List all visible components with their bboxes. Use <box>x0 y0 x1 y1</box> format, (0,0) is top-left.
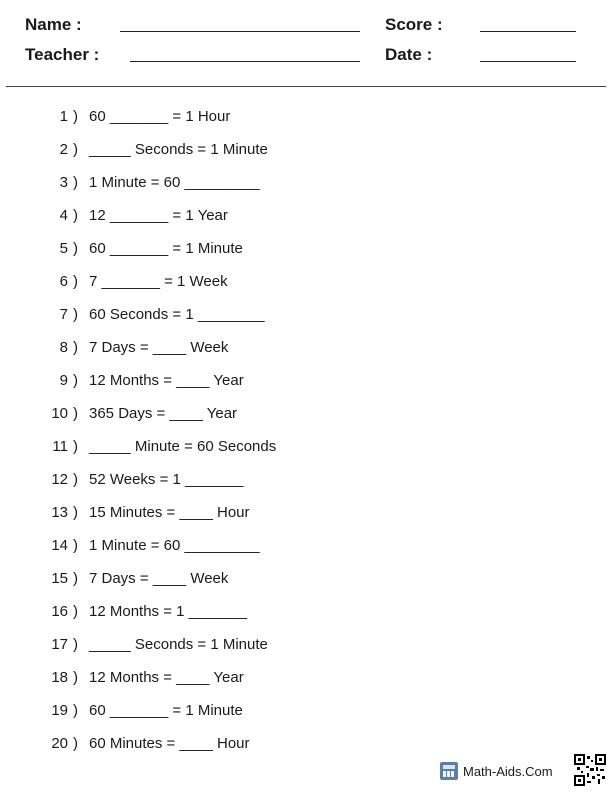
problem-paren: ) <box>73 306 78 323</box>
problem-number: 3 <box>59 174 68 191</box>
problem-paren: ) <box>73 339 78 356</box>
brand-logo <box>440 762 553 780</box>
problem-question[interactable]: 1 Minute = 60 _________ <box>89 537 260 554</box>
date-label: Date : <box>385 45 433 64</box>
problem-paren: ) <box>73 471 78 488</box>
problem-number: 18 <box>51 669 68 686</box>
problem-paren: ) <box>73 570 78 587</box>
problem-item <box>0 236 420 269</box>
problem-item <box>0 731 420 764</box>
problem-question[interactable]: 12 Months = ____ Year <box>89 669 244 686</box>
problem-question[interactable]: 7 _______ = 1 Week <box>89 273 228 290</box>
problem-paren: ) <box>73 735 78 752</box>
problem-paren: ) <box>73 240 78 257</box>
problem-paren: ) <box>73 636 78 653</box>
problem-item <box>0 302 420 335</box>
problem-item <box>0 698 420 731</box>
problem-question[interactable]: _____ Seconds = 1 Minute <box>89 141 268 158</box>
name-field[interactable] <box>120 31 360 32</box>
problem-question[interactable]: 60 Minutes = ____ Hour <box>89 735 250 752</box>
problem-question[interactable]: 7 Days = ____ Week <box>89 570 229 587</box>
problem-item <box>0 467 420 500</box>
problem-paren: ) <box>73 108 78 125</box>
problem-number: 14 <box>51 537 68 554</box>
problem-number: 13 <box>51 504 68 521</box>
problem-number: 12 <box>51 471 68 488</box>
problem-paren: ) <box>73 504 78 521</box>
problem-item <box>0 104 420 137</box>
problem-paren: ) <box>73 141 78 158</box>
problem-paren: ) <box>73 174 78 191</box>
problem-item <box>0 566 420 599</box>
problem-number: 2 <box>59 141 68 158</box>
problem-number: 4 <box>59 207 68 224</box>
problem-item <box>0 599 420 632</box>
score-label: Score : <box>385 15 443 34</box>
problem-item <box>0 665 420 698</box>
problem-number: 7 <box>59 306 68 323</box>
problem-question[interactable]: 52 Weeks = 1 _______ <box>89 471 244 488</box>
problem-question[interactable]: 1 Minute = 60 _________ <box>89 174 260 191</box>
problem-question[interactable]: 60 Seconds = 1 ________ <box>89 306 265 323</box>
problem-paren: ) <box>73 405 78 422</box>
date-field[interactable] <box>480 61 576 62</box>
teacher-label: Teacher : <box>25 45 100 64</box>
problem-number: 20 <box>51 735 68 752</box>
problem-list <box>0 104 420 764</box>
brand-text: Math-Aids.Com <box>463 763 553 779</box>
problem-paren: ) <box>73 702 78 719</box>
teacher-field[interactable] <box>130 61 360 62</box>
problem-number: 6 <box>59 273 68 290</box>
problem-item <box>0 500 420 533</box>
problem-paren: ) <box>73 603 78 620</box>
header-divider <box>6 86 606 87</box>
problem-question[interactable]: _____ Minute = 60 Seconds <box>89 438 277 455</box>
problem-number: 5 <box>59 240 68 257</box>
problem-item <box>0 401 420 434</box>
problem-number: 9 <box>59 372 68 389</box>
problem-item <box>0 269 420 302</box>
problem-paren: ) <box>73 537 78 554</box>
problem-item <box>0 368 420 401</box>
problem-paren: ) <box>73 669 78 686</box>
problem-question[interactable]: _____ Seconds = 1 Minute <box>89 636 268 653</box>
score-field[interactable] <box>480 31 576 32</box>
problem-number: 10 <box>51 405 68 422</box>
problem-question[interactable]: 60 _______ = 1 Minute <box>89 702 243 719</box>
problem-paren: ) <box>73 438 78 455</box>
problem-question[interactable]: 7 Days = ____ Week <box>89 339 229 356</box>
problem-question[interactable]: 365 Days = ____ Year <box>89 405 238 422</box>
problem-number: 19 <box>51 702 68 719</box>
problem-paren: ) <box>73 207 78 224</box>
problem-number: 1 <box>59 108 68 125</box>
problem-number: 15 <box>51 570 68 587</box>
problem-question[interactable]: 15 Minutes = ____ Hour <box>89 504 250 521</box>
name-label: Name : <box>25 15 82 34</box>
problem-item <box>0 203 420 236</box>
problem-item <box>0 137 420 170</box>
problem-number: 16 <box>51 603 68 620</box>
problem-question[interactable]: 12 _______ = 1 Year <box>89 207 228 224</box>
problem-question[interactable]: 60 _______ = 1 Hour <box>89 108 231 125</box>
problem-question[interactable]: 12 Months = ____ Year <box>89 372 244 389</box>
problem-question[interactable]: 60 _______ = 1 Minute <box>89 240 243 257</box>
problem-number: 17 <box>51 636 68 653</box>
problem-number: 8 <box>59 339 68 356</box>
qr-code-icon <box>574 754 606 786</box>
problem-item <box>0 170 420 203</box>
problem-paren: ) <box>73 372 78 389</box>
problem-paren: ) <box>73 273 78 290</box>
problem-question[interactable]: 12 Months = 1 _______ <box>89 603 248 620</box>
problem-number: 11 <box>52 438 68 455</box>
problem-item <box>0 434 420 467</box>
problem-item <box>0 632 420 665</box>
problem-item <box>0 335 420 368</box>
problem-item <box>0 533 420 566</box>
calculator-icon <box>440 762 458 780</box>
